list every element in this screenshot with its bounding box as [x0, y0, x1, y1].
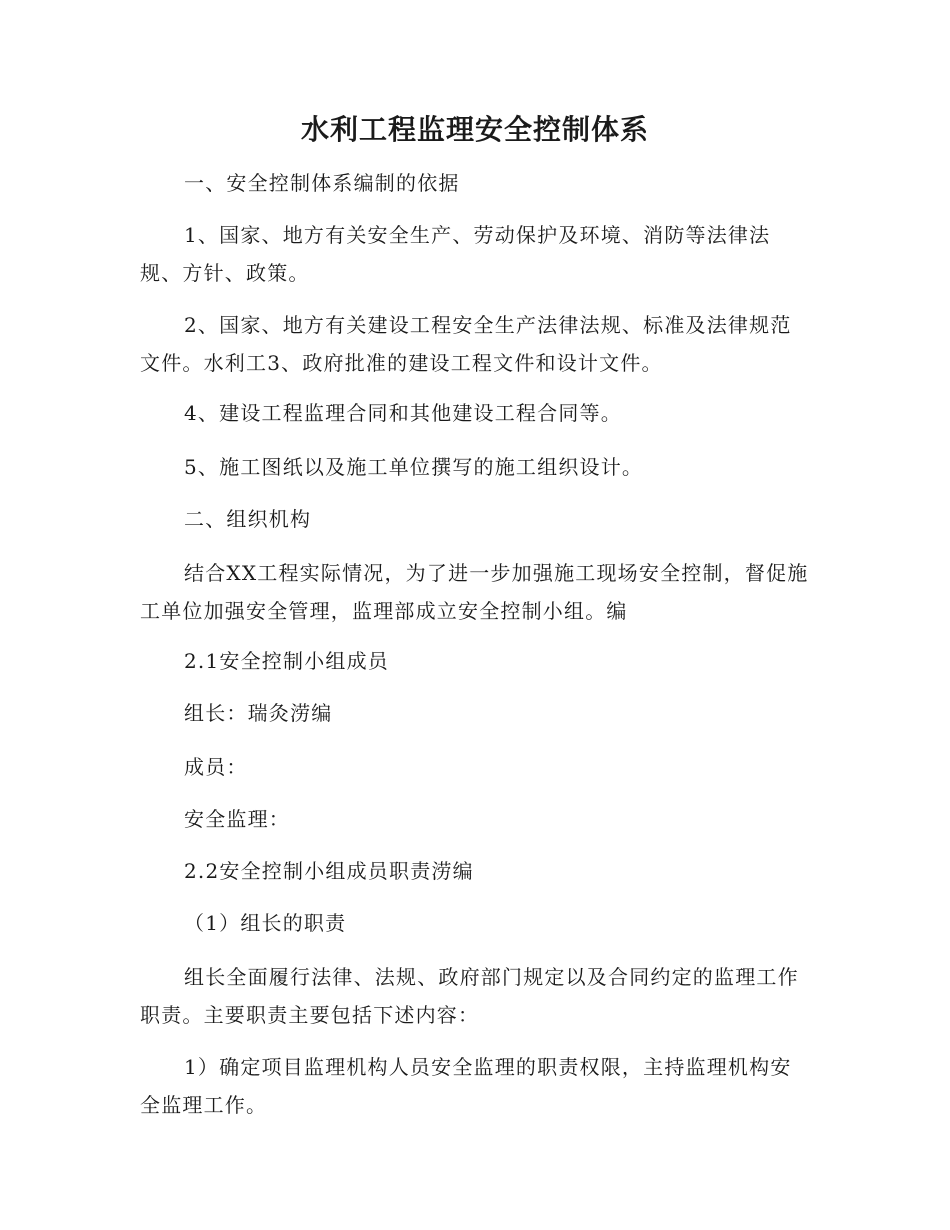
section-heading-organization: 二、组织机构	[184, 507, 312, 531]
paragraph-basis-5: 5、施工图纸以及施工单位撰写的施工组织设计。	[184, 455, 644, 479]
subheading-duties: 2.2安全控制小组成员职责涝编	[184, 859, 474, 883]
paragraph-basis-1: 1、国家、地方有关安全生产、劳动保护及环境、消防等法律法规、方针、政策。	[140, 223, 771, 285]
paragraph-organization-intro: 结合XX工程实际情况，为了进一步加强施工现场安全控制，督促施工单位加强安全管理，监理部成立安全控制小组。编	[140, 561, 809, 623]
line-safety-supervision: 安全监理：	[184, 807, 290, 831]
item-leader-duties: （1）组长的职责	[184, 911, 347, 935]
paragraph-basis-2-3: 2、国家、地方有关建设工程安全生产法律法规、标准及法律规范文件。水利工3、政府批准的建设工程文件和设计文件。	[140, 313, 792, 375]
subheading-members: 2.1安全控制小组成员	[184, 649, 390, 673]
document-title: 水利工程监理安全控制体系	[300, 113, 649, 146]
line-team-leader: 组长：瑞灸涝编	[184, 701, 333, 725]
line-members: 成员：	[184, 755, 248, 779]
paragraph-leader-duties: 组长全面履行法律、法规、政府部门规定以及合同约定的监理工作职责。主要职责主要包括下述内容：	[140, 965, 799, 1027]
paragraph-duty-1: 1）确定项目监理机构人员安全监理的职责权限，主持监理机构安全监理工作。	[140, 1055, 792, 1117]
section-heading-basis: 一、安全控制体系编制的依据	[184, 171, 460, 195]
paragraph-basis-4: 4、建设工程监理合同和其他建设工程合同等。	[184, 401, 622, 425]
